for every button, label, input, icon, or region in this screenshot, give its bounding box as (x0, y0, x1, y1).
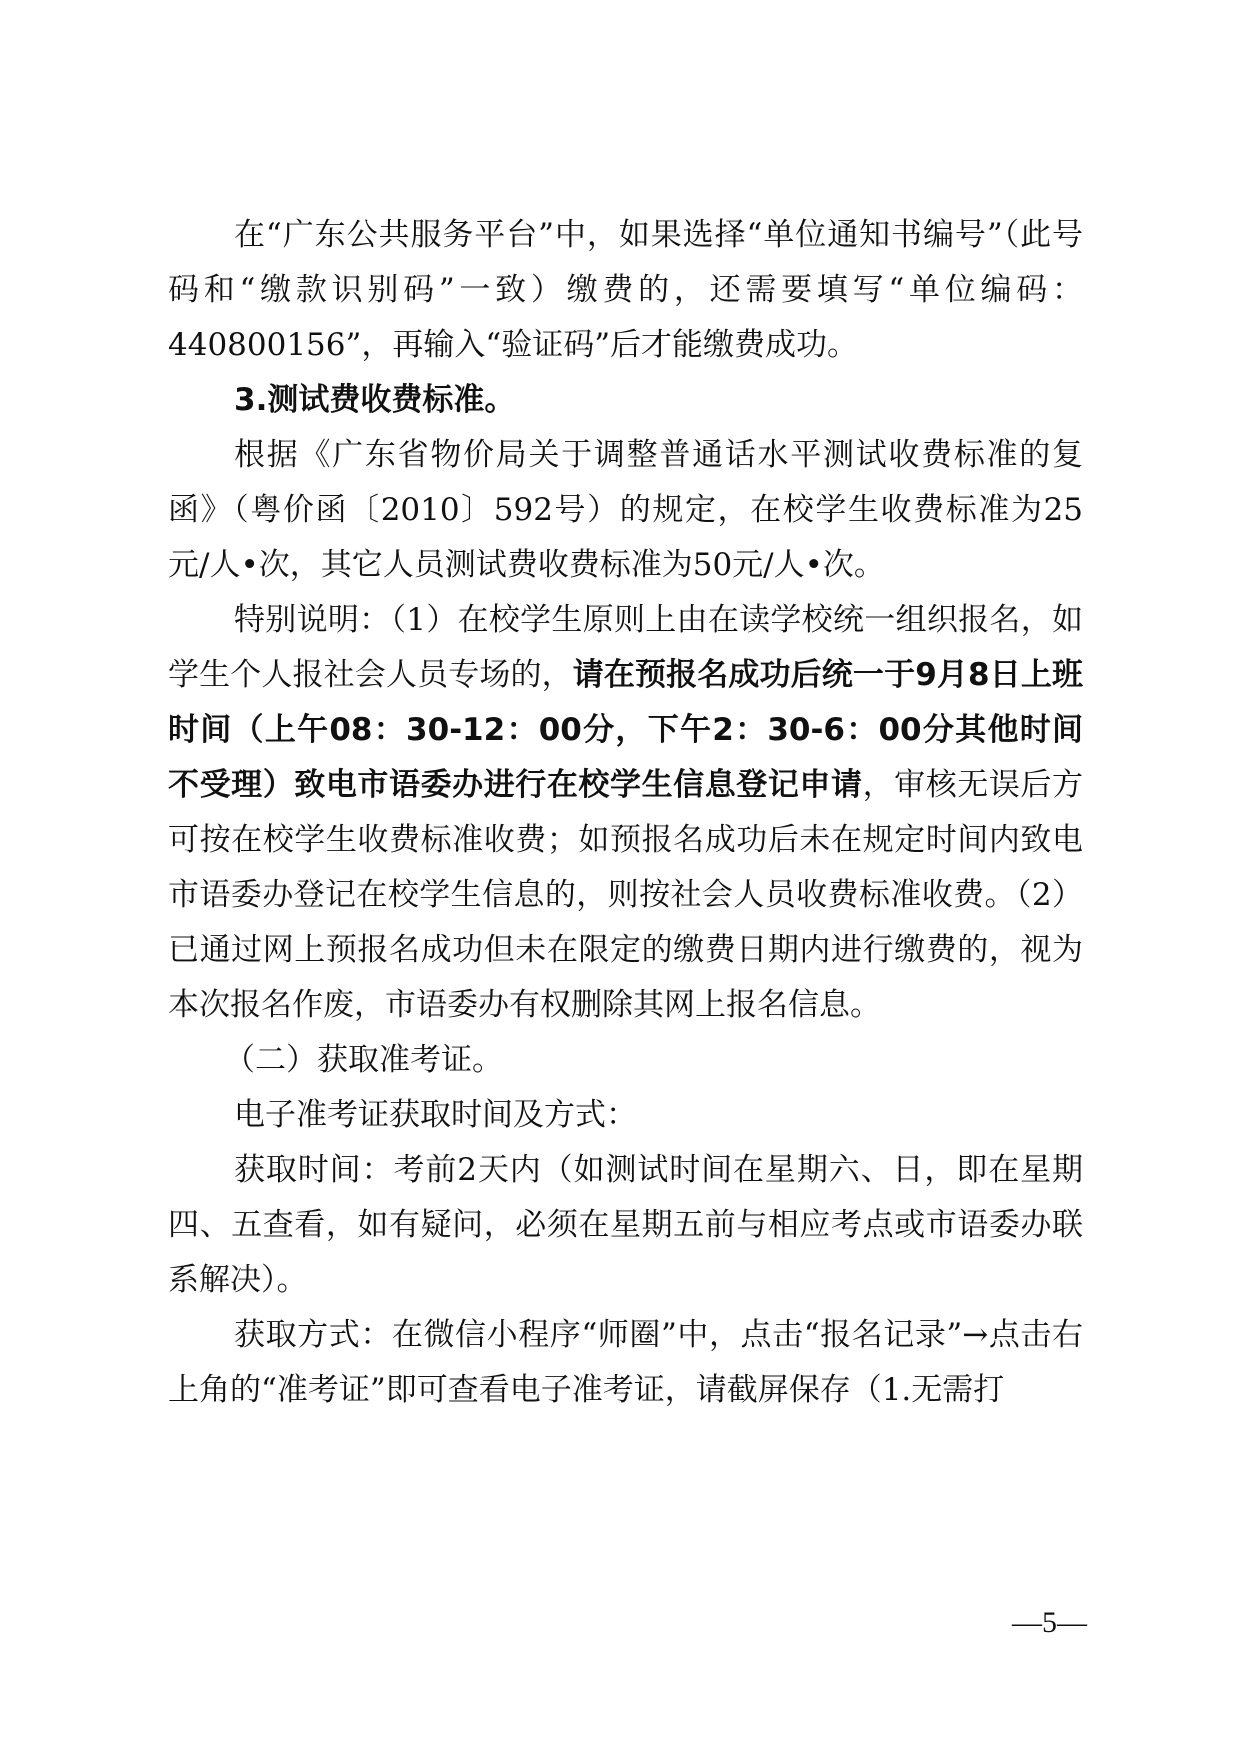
special-note-emphasis: 请在预报名成功后统一于9月8日上班时间（上午08：30-12：00分，下午2：30-6：00分其他时间不受理）致电市语委办进行在校学生信息登记申请 (168, 657, 1084, 803)
document-page (168, 208, 1083, 1418)
paragraph-special-note (168, 593, 1083, 1033)
special-note-intro: 特别说明：（1）在校学生原则上由在读学校统一组织报名，如学生个人报社会人员专场的， (168, 602, 1083, 693)
paragraph-e-ticket-time: 获取时间：考前2天内（如测试时间在星期六、日，即在星期四、五查看，如有疑问，必须在星期五前与相应考点或市语委办联系解决）。 (168, 1152, 1083, 1298)
paragraph-e-ticket-method: 获取方式：在微信小程序“师圈”中，点击“报名记录”→点击右上角的“准考证”即可查看电子准考证，请截屏保存（1.无需打 (168, 1317, 1083, 1408)
paragraph-fee-standard: 根据《广东省物价局关于调整普通话水平测试收费标准的复函》（粤价函〔2010〕592号）的规定，在校学生收费标准为25元/人•次，其它人员测试费收费标准为50元/人•次。 (168, 437, 1083, 583)
paragraph-payment-platform-note: 在“广东公共服务平台”中，如果选择“单位通知书编号”（此号码和“缴款识别码”一致）缴费的，还需要填写“单位编码：440800156”，再输入“验证码”后才能缴费成功。 (168, 217, 1083, 363)
page-number: —5— (1012, 1606, 1087, 1639)
special-note-rest: ，审核无误后方可按在校学生收费标准收费；如预报名成功后未在规定时间内致电市语委办登记在校学生信息的，则按社会人员收费标准收费。（2）已通过网上预报名成功但未在限定的缴费日期内进行缴费的，视为本次报名作废，市语委办有权删除其网上报名信息。 (168, 767, 1084, 1023)
heading-admission-ticket: （二）获取准考证。 (224, 1042, 503, 1078)
heading-fee-standard: 3.测试费收费标准。 (234, 382, 516, 418)
paragraph-e-ticket-intro: 电子准考证获取时间及方式： (234, 1097, 637, 1133)
